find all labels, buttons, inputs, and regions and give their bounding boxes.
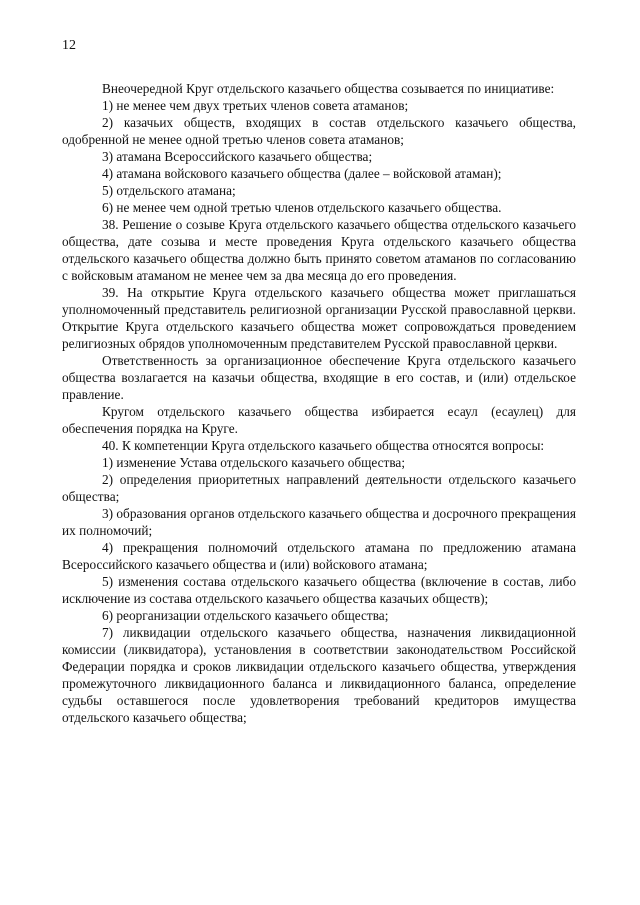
paragraph: Ответственность за организационное обеспечение Круга отдельского казачьего общества возлагается на казачьи общества, входящие в его состав, и (или) отдельское правление. [62,353,576,402]
paragraph: 1) не менее чем двух третьих членов совета атаманов; [102,98,409,113]
paragraph: 2) казачьих обществ, входящих в состав отдельского казачьего общества, одобренной не менее одной третью членов совета атаманов; [62,115,576,147]
paragraph: 4) атамана войскового казачьего общества (далее – войсковой атаман); [102,166,502,181]
paragraph: Кругом отдельского казачьего общества избирается есаул (есаулец) для обеспечения порядка на Круге. [62,404,576,436]
paragraph: 6) реорганизации отдельского казачьего общества; [102,608,389,623]
paragraph: 3) образования органов отдельского казачьего общества и досрочного прекращения их полномочий; [62,506,576,538]
document-body [62,80,576,726]
paragraph: 4) прекращения полномочий отдельского атамана по предложению атамана Всероссийского казачьего общества и (или) войскового атамана; [62,540,576,572]
paragraph: 3) атамана Всероссийского казачьего общества; [102,149,373,164]
paragraph: 5) изменения состава отдельского казачьего общества (включение в состав, либо исключение из состава отдельского казачьего общества казачьих обществ); [62,574,576,606]
paragraph: 2) определения приоритетных направлений деятельности отдельского казачьего общества; [62,472,576,504]
paragraph: 40. К компетенции Круга отдельского казачьего общества относятся вопросы: [102,438,545,453]
paragraph: Внеочередной Круг отдельского казачьего общества созывается по инициативе: [102,81,555,96]
paragraph: 5) отдельского атамана; [102,183,236,198]
page-number: 12 [62,38,76,53]
paragraph: 6) не менее чем одной третью членов отдельского казачьего общества. [102,200,502,215]
paragraph: 7) ликвидации отдельского казачьего общества, назначения ликвидационной комиссии (ликвидатора), установления в соответствии законодательством Российской Федерации порядка и сроков ликвидации отдельского казачьего общества, утверждения промежуточного ликвидационного баланса и ликвидационного баланса, определение судьбы оставшегося после удовлетворения требований кредиторов имущества отдельского казачьего общества; [62,625,576,725]
paragraph: 38. Решение о созыве Круга отдельского казачьего общества отдельского казачьего общества, дате созыва и месте проведения Круга отдельского казачьего общества отдельского казачьего общества должно быть принято советом атаманов по согласованию с войсковым атаманом не менее чем за два месяца до его проведения. [62,217,576,283]
paragraph: 1) изменение Устава отдельского казачьего общества; [102,455,406,470]
paragraph: 39. На открытие Круга отдельского казачьего общества может приглашаться уполномоченный представитель религиозной организации Русской православной церкви. Открытие Круга отдельского казачьего общества может сопровождаться проведением религиозных обрядов уполномоченным представителем Русской православной церкви. [62,285,576,351]
